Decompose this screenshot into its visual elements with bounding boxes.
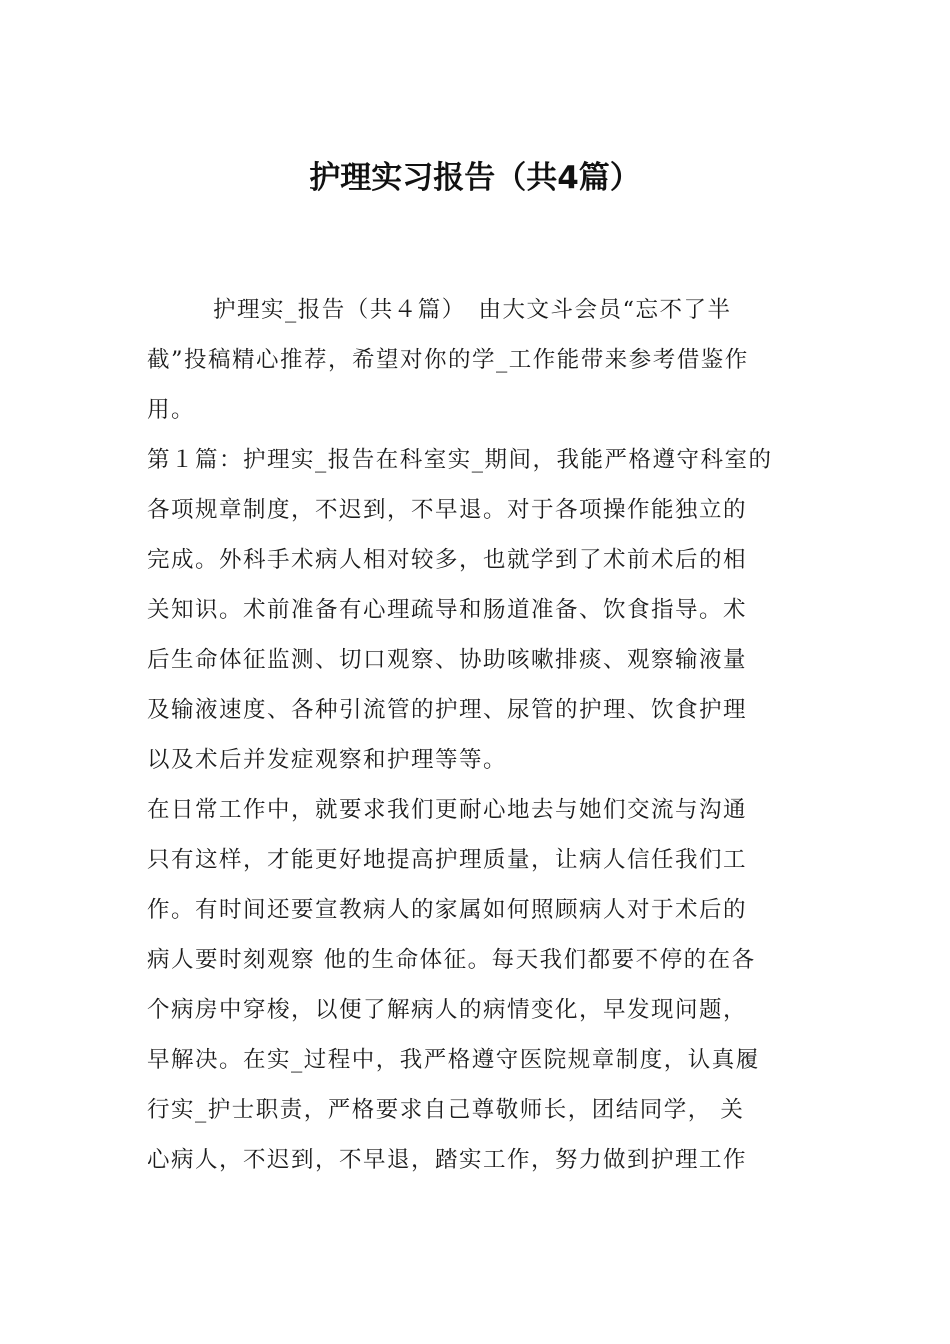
- text-line: 心病人，不迟到，不早退，踏实工作，努力做到护理工作: [147, 1147, 748, 1173]
- text-line: 完成。外科手术病人相对较多，也就学到了术前术后的相: [147, 547, 748, 573]
- text-line: 后生命体征监测、切口观察、协助咳嗽排痰、观察输液量: [147, 647, 748, 673]
- document-title: 护理实习报告（共4篇）: [309, 160, 641, 196]
- text-line: 关知识。术前准备有心理疏导和肠道准备、饮食指导。术: [147, 597, 748, 623]
- text-line: 及输液速度、各种引流管的护理、尿管的护理、饮食护理: [147, 697, 748, 723]
- text-line: 截”投稿精心推荐，希望对你的学_工作能带来参考借鉴作: [147, 347, 749, 373]
- text-line: 各项规章制度，不迟到，不早退。对于各项操作能独立的: [147, 497, 748, 523]
- document-body: [147, 285, 809, 1185]
- text-line: 以及术后并发症观察和护理等等。: [147, 747, 508, 773]
- text-line: 作。有时间还要宣教病人的家属如何照顾病人对于术后的: [147, 897, 748, 923]
- text-line: 用。: [147, 397, 196, 423]
- text-line: 个病房中穿梭，以便了解病人的病情变化，早发现问题，: [147, 997, 748, 1023]
- text-line: 护理实_报告（共４篇） 由大文斗会员“忘不了半: [213, 297, 732, 323]
- text-line: 在日常工作中，就要求我们更耐心地去与她们交流与沟通: [147, 797, 748, 823]
- text-line: 第１篇：护理实_报告在科室实_期间，我能严格遵守科室的: [147, 447, 773, 473]
- text-line: 只有这样，才能更好地提高护理质量，让病人信任我们工: [147, 847, 748, 873]
- text-line: 行实_护士职责，严格要求自己尊敬师长，团结同学， 关: [147, 1097, 745, 1123]
- text-line: 病人要时刻观察 他的生命体征。每天我们都要不停的在各: [147, 947, 756, 973]
- text-line: 早解决。在实_过程中，我严格遵守医院规章制度，认真履: [147, 1047, 760, 1073]
